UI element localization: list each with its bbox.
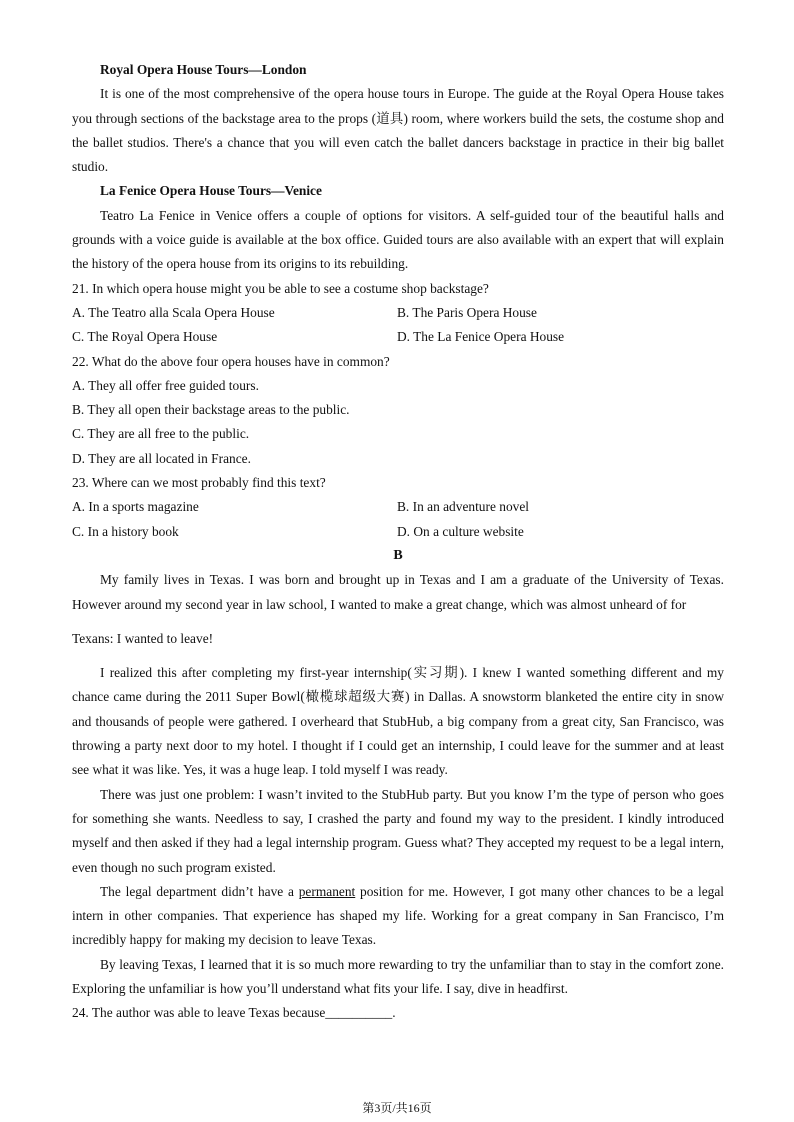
q23-option-b: B. In an adventure novel [397, 499, 530, 515]
q21-option-a: A. The Teatro alla Scala Opera House [72, 304, 275, 320]
passage-b-paragraph-3: There was just one problem: I wasn’t invited to the StubHub party. But you know I’m the type of person who goes for something she wants. Needless to say, I crashed the party and found my way to the president. I kindly introduced myself and then asked if they had a legal internship program. Guess what? They accepted my request to be a legal intern, even though no such program existed. [72, 786, 724, 875]
page-number: 第3页/共16页 [362, 1101, 432, 1115]
q24-stem: 24. The author was able to leave Texas because__________. [72, 1005, 396, 1021]
fenice-heading: La Fenice Opera House Tours—Venice [100, 183, 322, 199]
q22-option-d: D. They are all located in France. [72, 450, 251, 466]
royal-paragraph: It is one of the most comprehensive of the opera house tours in Europe. The guide at the Royal Opera House takes you through sections of the backstage area to the props (道具) room, where workers build the sets, the costume shop and the ballet studios. There's a chance that you will even catch the ballet dancers backstage in practice in their big ballet studio. [72, 86, 724, 175]
q21-option-c: C. The Royal Opera House [72, 329, 218, 345]
q22-option-b: B. They all open their backstage areas to the public. [72, 402, 350, 418]
q21-option-d: D. The La Fenice Opera House [397, 329, 565, 345]
exam-page [72, 58, 724, 1026]
q23-options-row-1 [72, 495, 724, 519]
q23-stem: 23. Where can we most probably find this text? [72, 475, 326, 491]
q21-options-row-1 [72, 301, 724, 325]
q21-stem: 21. In which opera house might you be able to see a costume shop backstage? [72, 280, 489, 296]
passage-b-paragraph-4 [72, 880, 724, 953]
passage-b-paragraph-5: By leaving Texas, I learned that it is so much more rewarding to try the unfamiliar than to stay in the comfort zone. Exploring the unfamiliar is how you’ll understand what fits your life. I say, dive in headfirst. [72, 956, 724, 996]
q22-option-c: C. They are all free to the public. [72, 426, 250, 442]
q21-options-row-2 [72, 325, 724, 349]
q22-option-a: A. They all offer free guided tours. [72, 377, 259, 393]
q23-option-c: C. In a history book [72, 523, 179, 539]
q23-option-a: A. In a sports magazine [72, 499, 199, 515]
p4-after: position for me. However, I got many other chances to be a legal intern in other companies. That experience has shaped my life. Working for a great company in San Francisco, I’m incredibly happy for making my decision to leave Texas. [72, 883, 724, 948]
q22-stem: 22. What do the above four opera houses have in common? [72, 353, 390, 369]
fenice-paragraph: Teatro La Fenice in Venice offers a couple of options for visitors. A self-guided tour of the beautiful halls and grounds with a voice guide is available at the box office. Guided tours are also available with an expert that will explain the history of the opera house from its origins to its rebuilding. [72, 207, 724, 272]
passage-b-paragraph-1-end: Texans: I wanted to leave! [72, 630, 214, 646]
passage-b-paragraph-2: I realized this after completing my first-year internship(实习期). I knew I wanted something different and my chance came during the 2011 Super Bowl(橄榄球超级大赛) in Dallas. A snowstorm blanketed the entire city in snow and thousands of people were gathered. I overheard that StubHub, a big company from a great city, San Francisco, was throwing a party next door to my hotel. I thought if I could get an internship, I could leave for the summer and at least see what it was like. Yes, it was a huge leap. I told myself I was ready. [72, 665, 724, 778]
q21-option-b: B. The Paris Opera House [397, 304, 537, 320]
q23-option-d: D. On a culture website [397, 523, 524, 539]
royal-heading: Royal Opera House Tours—London [100, 62, 307, 77]
section-b-label: B [393, 547, 403, 563]
q23-options-row-2 [72, 520, 724, 544]
p4-before: The legal department didn’t have a [100, 883, 299, 899]
passage-b-paragraph-1: My family lives in Texas. I was born and brought up in Texas and I am a graduate of the University of Texas. However around my second year in law school, I wanted to make a great change, which was almost unheard of for [72, 572, 724, 612]
underlined-word-permanent: permanent [298, 883, 356, 899]
